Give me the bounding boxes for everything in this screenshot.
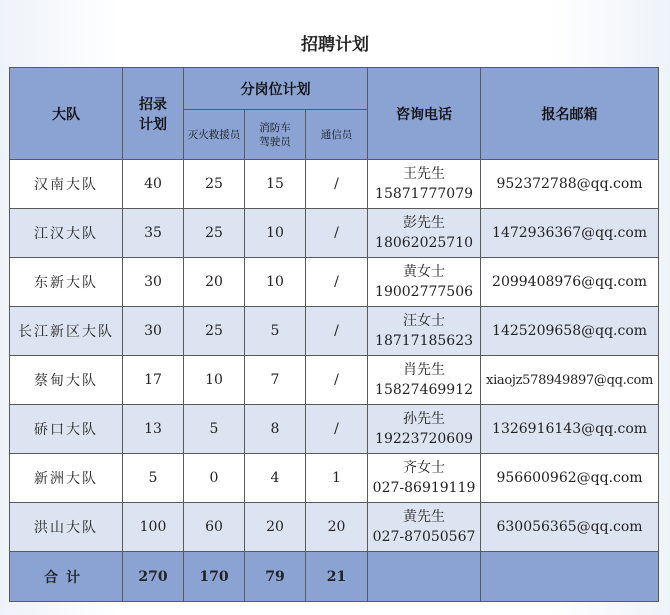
header-plan-line2: 计划 <box>139 116 167 133</box>
cell-driver: 8 <box>245 405 306 454</box>
cell-driver: 4 <box>245 454 306 503</box>
cell-firefighter: 60 <box>184 503 245 552</box>
cell-communicator: 20 <box>306 503 368 552</box>
table-row <box>10 307 659 356</box>
total-driver: 79 <box>245 552 306 602</box>
cell-driver: 5 <box>245 307 306 356</box>
cell-firefighter: 25 <box>184 307 245 356</box>
cell-firefighter: 25 <box>184 160 245 209</box>
header-post-driver <box>245 110 306 160</box>
cell-firefighter: 20 <box>184 258 245 307</box>
table-row <box>10 454 659 503</box>
cell-contact <box>368 503 481 552</box>
cell-email: 1472936367@qq.com <box>481 209 659 258</box>
cell-contact <box>368 405 481 454</box>
total-plan: 270 <box>123 552 184 602</box>
header-plan <box>123 68 184 160</box>
cell-contact <box>368 258 481 307</box>
cell-team: 汉南大队 <box>10 160 123 209</box>
header-post-driver-line1: 消防车 <box>259 121 291 134</box>
cell-communicator: / <box>306 307 368 356</box>
cell-communicator: / <box>306 356 368 405</box>
cell-team: 新洲大队 <box>10 454 123 503</box>
header-post-communicator: 通信员 <box>306 110 368 160</box>
cell-email: 1326916143@qq.com <box>481 405 659 454</box>
cell-plan: 30 <box>123 258 184 307</box>
cell-plan: 30 <box>123 307 184 356</box>
cell-firefighter: 10 <box>184 356 245 405</box>
cell-team: 东新大队 <box>10 258 123 307</box>
cell-contact <box>368 307 481 356</box>
header-post-firefighter: 灭火救援员 <box>184 110 245 160</box>
cell-driver: 15 <box>245 160 306 209</box>
header-email: 报名邮箱 <box>481 68 659 160</box>
table-row <box>10 160 659 209</box>
contact-name: 黄女士 <box>403 264 446 280</box>
total-firefighter: 170 <box>184 552 245 602</box>
cell-plan: 5 <box>123 454 184 503</box>
cell-email: 630056365@qq.com <box>481 503 659 552</box>
cell-plan: 100 <box>123 503 184 552</box>
cell-firefighter: 0 <box>184 454 245 503</box>
contact-name: 黄先生 <box>403 509 446 525</box>
total-communicator: 21 <box>306 552 368 602</box>
header-team: 大队 <box>10 68 123 160</box>
contact-phone: 15871777079 <box>375 186 474 202</box>
cell-plan: 35 <box>123 209 184 258</box>
cell-driver: 10 <box>245 209 306 258</box>
cell-communicator: / <box>306 258 368 307</box>
header-by-post: 分岗位计划 <box>184 68 368 110</box>
header-post-driver-line2: 驾驶员 <box>259 135 291 148</box>
cell-firefighter: 5 <box>184 405 245 454</box>
contact-name: 汪女士 <box>403 313 446 329</box>
cell-email: 1425209658@qq.com <box>481 307 659 356</box>
contact-name: 齐女士 <box>403 460 446 476</box>
contact-name: 肖先生 <box>403 362 446 378</box>
cell-contact <box>368 454 481 503</box>
cell-communicator: / <box>306 160 368 209</box>
table-row <box>10 503 659 552</box>
cell-communicator: / <box>306 405 368 454</box>
table-footer <box>10 552 659 602</box>
table-row <box>10 258 659 307</box>
cell-team: 长江新区大队 <box>10 307 123 356</box>
contact-name: 彭先生 <box>403 215 446 231</box>
cell-email: 952372788@qq.com <box>481 160 659 209</box>
recruitment-table <box>9 67 659 602</box>
cell-contact <box>368 209 481 258</box>
cell-team: 蔡甸大队 <box>10 356 123 405</box>
cell-email: xiaojz578949897@qq.com <box>481 356 659 405</box>
cell-driver: 20 <box>245 503 306 552</box>
cell-plan: 40 <box>123 160 184 209</box>
total-label: 合计 <box>10 552 123 602</box>
contact-phone: 19223720609 <box>375 431 474 447</box>
cell-plan: 13 <box>123 405 184 454</box>
contact-name: 孙先生 <box>403 411 446 427</box>
contact-name: 王先生 <box>403 166 446 182</box>
cell-driver: 7 <box>245 356 306 405</box>
table-row <box>10 209 659 258</box>
cell-team: 硚口大队 <box>10 405 123 454</box>
contact-phone: 18062025710 <box>375 235 474 251</box>
table-row <box>10 405 659 454</box>
total-contact-empty <box>368 552 481 602</box>
total-email-empty <box>481 552 659 602</box>
cell-email: 2099408976@qq.com <box>481 258 659 307</box>
table-header <box>10 68 659 160</box>
cell-driver: 10 <box>245 258 306 307</box>
cell-contact <box>368 356 481 405</box>
table-body <box>10 160 659 552</box>
contact-phone: 027-87050567 <box>372 529 476 545</box>
cell-communicator: 1 <box>306 454 368 503</box>
contact-phone: 18717185623 <box>375 333 474 349</box>
header-plan-line1: 招录 <box>139 96 167 113</box>
header-contact: 咨询电话 <box>368 68 481 160</box>
cell-contact <box>368 160 481 209</box>
contact-phone: 19002777506 <box>375 284 474 300</box>
cell-team: 洪山大队 <box>10 503 123 552</box>
cell-team: 江汉大队 <box>10 209 123 258</box>
cell-email: 956600962@qq.com <box>481 454 659 503</box>
cell-communicator: / <box>306 209 368 258</box>
cell-firefighter: 25 <box>184 209 245 258</box>
cell-plan: 17 <box>123 356 184 405</box>
page-title: 招聘计划 <box>301 35 369 55</box>
contact-phone: 15827469912 <box>375 382 474 398</box>
table-row <box>10 356 659 405</box>
contact-phone: 027-86919119 <box>372 480 476 496</box>
